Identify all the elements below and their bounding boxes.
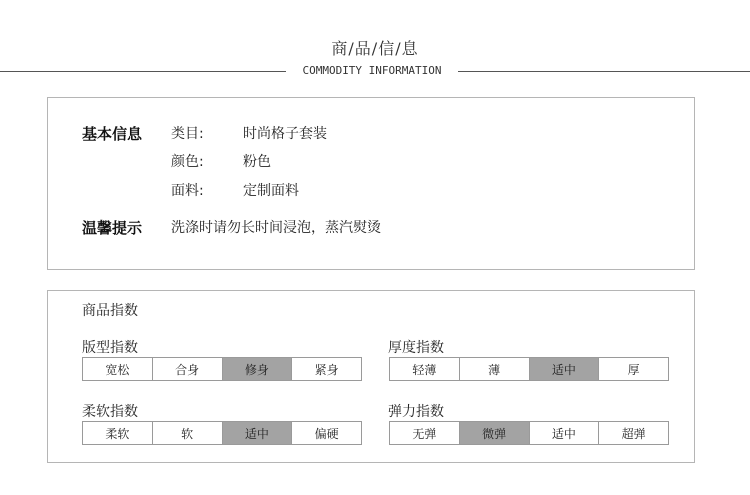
- field-value-category: 时尚格子套装: [243, 126, 327, 142]
- softness-index-scale: [82, 421, 362, 445]
- fit-option-4: 紧身: [314, 362, 339, 377]
- fit-option-2: 合身: [153, 358, 223, 380]
- elasticity-index-scale: [389, 421, 669, 445]
- field-label-color: 颜色:: [171, 154, 204, 170]
- fit-index-label: 版型指数: [82, 340, 138, 356]
- field-label-category: 类目:: [171, 126, 204, 142]
- field-value-color: 粉色: [243, 154, 271, 170]
- elasticity-option-4: 超弹: [621, 426, 646, 441]
- thickness-index-scale: [389, 357, 669, 381]
- softness-option-1: 柔软: [83, 422, 153, 444]
- thickness-option-2: 薄: [460, 358, 530, 380]
- title-divider-right: [458, 71, 750, 72]
- thickness-option-3: 适中: [530, 358, 600, 380]
- fit-option-3: 修身: [223, 358, 293, 380]
- product-index-title: 商品指数: [82, 303, 138, 319]
- elasticity-index-label: 弹力指数: [388, 404, 444, 420]
- thickness-index-label: 厚度指数: [388, 340, 444, 356]
- basic-info-label: 基本信息: [82, 125, 143, 143]
- fit-index-scale: [82, 357, 362, 381]
- softness-option-2: 软: [153, 422, 223, 444]
- section-title-en: COMMODITY INFORMATION: [302, 64, 442, 77]
- thickness-option-4: 厚: [627, 362, 640, 377]
- softness-index-label: 柔软指数: [82, 404, 138, 420]
- elasticity-option-2: 微弹: [460, 422, 530, 444]
- tip-text: 洗涤时请勿长时间浸泡，蒸汽熨烫: [171, 220, 381, 236]
- thickness-option-1: 轻薄: [390, 358, 460, 380]
- field-value-fabric: 定制面料: [243, 183, 299, 199]
- basic-info-panel: [47, 97, 695, 270]
- tip-label: 温馨提示: [82, 219, 143, 237]
- softness-option-4: 偏硬: [314, 426, 339, 441]
- section-title-cn: 商/品/信/息: [331, 39, 419, 58]
- field-label-fabric: 面料:: [171, 183, 204, 199]
- elasticity-option-3: 适中: [530, 422, 600, 444]
- elasticity-option-1: 无弹: [390, 422, 460, 444]
- fit-option-1: 宽松: [83, 358, 153, 380]
- product-index-panel: [47, 290, 695, 463]
- softness-option-3: 适中: [223, 422, 293, 444]
- title-divider-left: [0, 71, 286, 72]
